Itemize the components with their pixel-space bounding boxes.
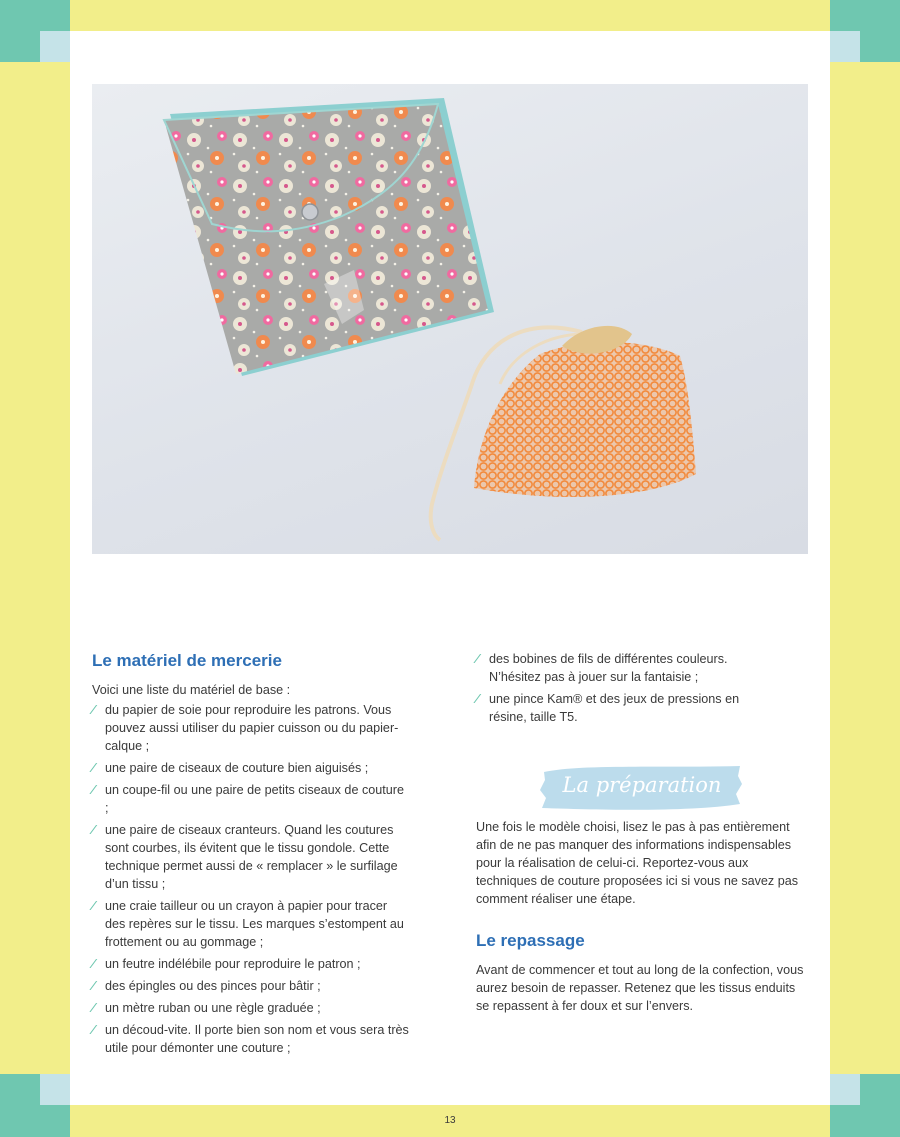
list-item: ⁄ une paire de ciseaux cranteurs. Quand les coutures sont courbes, ils évitent que le tissu gondole. Cette technique permet aussi de « remplacer » le surfilage d’un tissu ; — [92, 823, 398, 891]
list-item: ⁄ une paire de ciseaux de couture bien aiguisés ; — [92, 761, 369, 775]
materials-list — [92, 701, 410, 1057]
needle-bullet-icon: ⁄ — [92, 703, 95, 717]
repassage-paragraph: Avant de commencer et tout au long de la confection, vous aurez besoin de repasser. Retenez que les tissus enduits se repassent à fer doux et sur l’envers. — [476, 963, 804, 1013]
product-photo — [92, 84, 808, 554]
needle-bullet-icon: ⁄ — [92, 899, 95, 913]
intro-text: Voici une liste du matériel de base : — [92, 683, 291, 697]
list-item: ⁄ une craie tailleur ou un crayon à papier pour tracer des repères sur le tissu. Les marques s’estompent au frottement ou au gommage ; — [92, 899, 404, 949]
needle-bullet-icon: ⁄ — [476, 652, 479, 666]
heading-materiel-mercerie: Le matériel de mercerie — [92, 651, 282, 670]
left-column — [92, 650, 410, 1061]
list-item: ⁄ des épingles ou des pinces pour bâtir ; — [92, 979, 321, 993]
needle-bullet-icon: ⁄ — [476, 692, 479, 706]
needle-bullet-icon: ⁄ — [92, 957, 95, 971]
corner-blue-tl — [40, 31, 70, 62]
needle-bullet-icon: ⁄ — [92, 761, 95, 775]
corner-blue-bl — [40, 1074, 70, 1105]
preparation-paragraph: Une fois le modèle choisi, lisez le pas à pas entièrement afin de ne pas manquer des informations indispensables pour la réalisation de celui-ci. Reportez-vous aux techniques de couture proposées ici si vous ne savez pas comment réaliser une étape. — [476, 820, 799, 906]
list-item: ⁄ des bobines de fils de différentes couleurs. N’hésitez pas à jouer sur la fantaisie ; — [476, 652, 728, 684]
needle-bullet-icon: ⁄ — [92, 783, 95, 797]
needle-bullet-icon: ⁄ — [92, 979, 95, 993]
needle-bullet-icon: ⁄ — [92, 1001, 95, 1015]
right-column-text — [476, 818, 810, 1015]
section-title-preparation: La préparation — [562, 773, 722, 797]
list-item: ⁄ du papier de soie pour reproduire les patrons. Vous pouvez aussi utiliser du papier cuisson ou du papier-calque ; — [92, 703, 399, 753]
list-item: ⁄ un feutre indélébile pour reproduire le patron ; — [92, 957, 361, 971]
materials-list-continued — [476, 650, 776, 726]
right-column-list — [476, 650, 776, 730]
page-number: 13 — [444, 1115, 456, 1126]
needle-bullet-icon: ⁄ — [92, 1023, 95, 1037]
photo-illustration — [92, 84, 808, 554]
needle-bullet-icon: ⁄ — [92, 823, 95, 837]
corner-blue-br — [830, 1074, 860, 1105]
heading-repassage: Le repassage — [476, 931, 585, 950]
list-item: ⁄ une pince Kam® et des jeux de pressions en résine, taille T5. — [476, 692, 740, 724]
list-item: ⁄ un mètre ruban ou une règle graduée ; — [92, 1001, 321, 1015]
corner-blue-tr — [830, 31, 860, 62]
list-item: ⁄ un coupe-fil ou une paire de petits ciseaux de couture ; — [92, 783, 404, 815]
list-item: ⁄ un découd-vite. Il porte bien son nom et vous sera très utile pour démonter une couture ; — [92, 1023, 409, 1055]
